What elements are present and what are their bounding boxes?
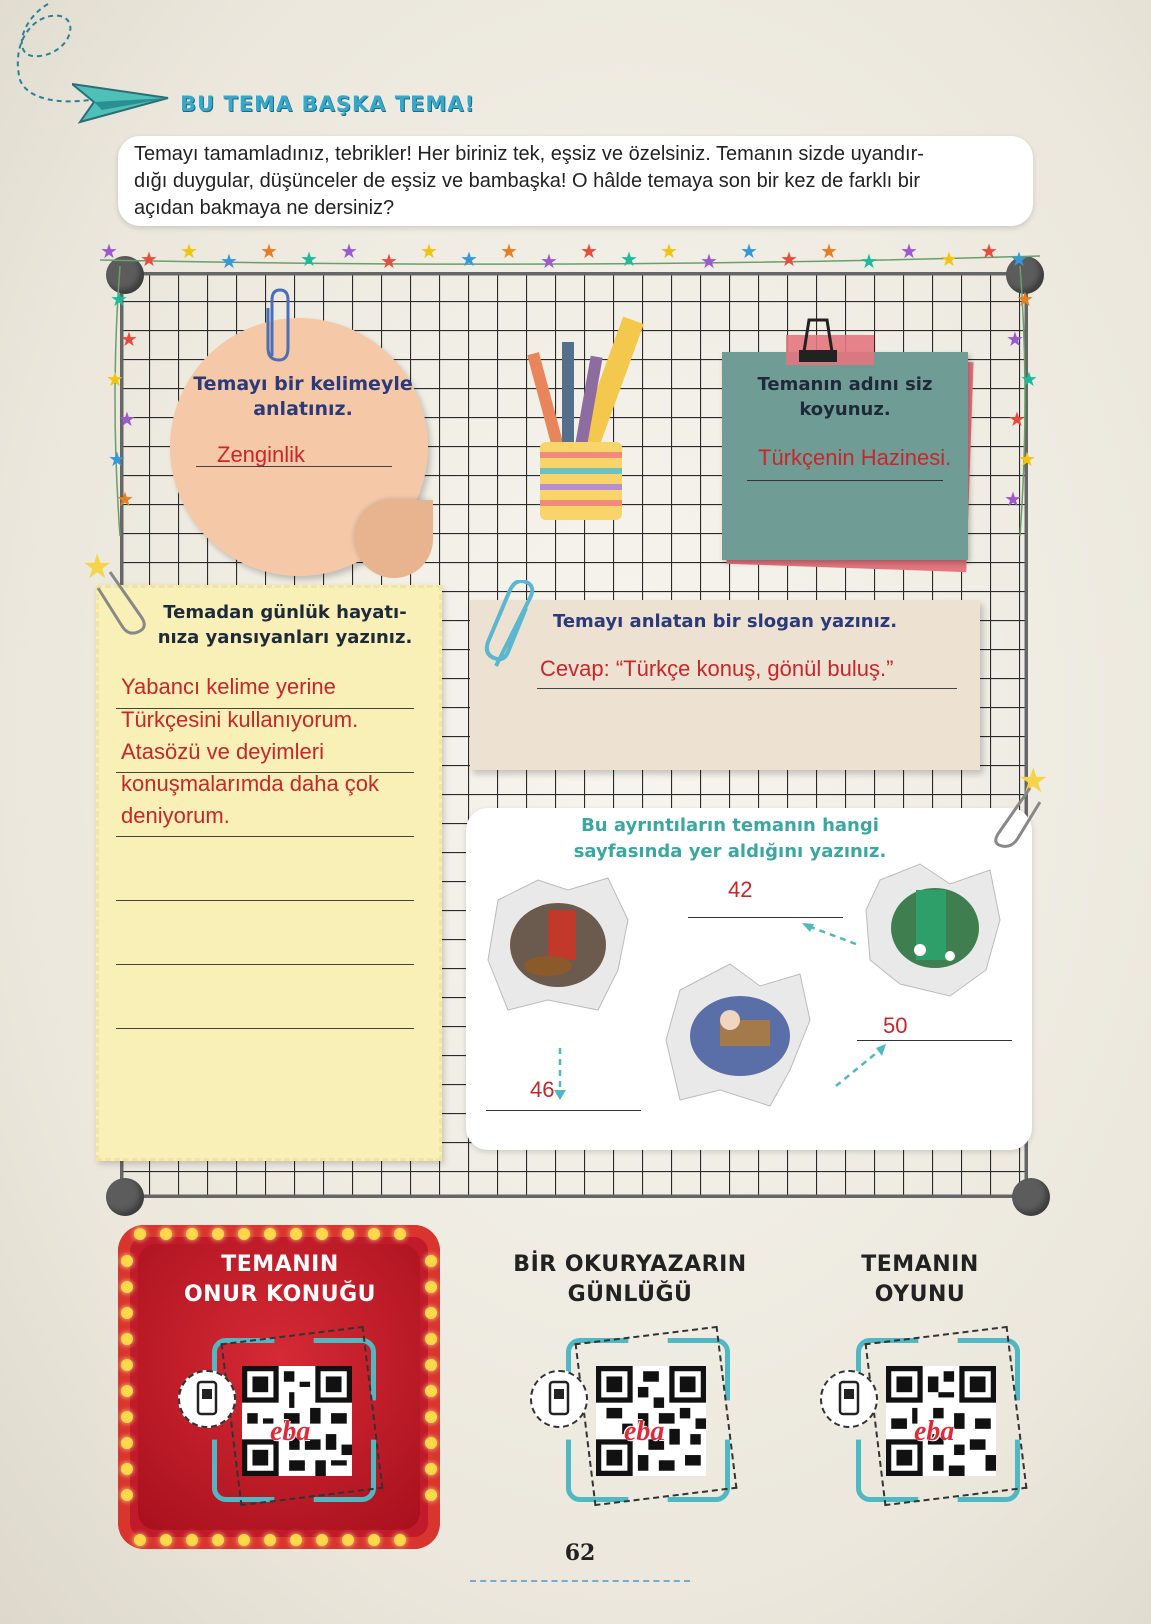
yellow-writing-line [116,708,414,709]
svg-text:★: ★ [1008,407,1026,431]
green-question-line-2: koyunuz. [799,399,891,420]
green-note-question [722,372,968,422]
page-answer-line-top [688,917,843,918]
marquee-bulb [316,1228,328,1240]
svg-text:★: ★ [300,247,318,271]
svg-text:★: ★ [1004,487,1022,511]
yellow-writing-line [116,964,414,965]
circle-note-question [188,372,418,422]
marquee-bulb [425,1437,437,1449]
dashed-arrow-icon [800,920,860,950]
yellow-note-question [150,600,420,650]
marquee-bulb [290,1228,302,1240]
marquee-bulb [121,1385,133,1397]
svg-text:★: ★ [460,247,478,271]
svg-text:★: ★ [580,239,598,263]
marquee-bulb [186,1228,198,1240]
page-number: 62 [564,1540,596,1566]
page-answer-top: 42 [728,877,753,902]
svg-text:★: ★ [1016,287,1034,311]
page-answer-line-right [857,1040,1012,1041]
svg-text:★: ★ [540,249,558,273]
circle-note-answer: Zenginlik [217,442,306,467]
svg-text:★: ★ [82,548,113,587]
marquee-bulb [394,1534,406,1546]
svg-text:★: ★ [120,327,138,351]
marquee-bulb [394,1228,406,1240]
yellow-writing-line [116,836,414,837]
honor-qr-block[interactable] [212,1338,372,1498]
binder-clip-icon [795,314,841,364]
marquee-bulb [121,1463,133,1475]
svg-text:★: ★ [116,487,134,511]
marquee-bulb [212,1534,224,1546]
pencil-cup-icon [520,312,650,522]
honor-title-line-2: ONUR KONUĞU [183,1282,377,1307]
svg-text:★: ★ [118,407,136,431]
svg-text:★: ★ [1010,247,1028,271]
marquee-bulb [316,1534,328,1546]
green-question-line-1: Temanın adını siz [757,374,933,395]
marquee-bulb [121,1359,133,1371]
intro-line-3: açıdan bakmaya ne dersiniz? [134,197,395,219]
svg-text:★: ★ [1006,327,1024,351]
marquee-bulb [121,1437,133,1449]
beige-note-question: Temayı anlatan bir slogan yazınız. [552,611,898,632]
marquee-bulb [186,1534,198,1546]
svg-text:★: ★ [140,247,158,271]
game-qr-block[interactable] [856,1338,1016,1498]
yellow-answer-line-5: deniyorum. [121,803,230,828]
qr-eba-logo: eba [914,1416,955,1447]
diary-title [500,1250,760,1310]
marquee-bulb [238,1228,250,1240]
yellow-question-line-1: Temadan günlük hayatı- [163,602,407,623]
marquee-bulb [160,1228,172,1240]
honor-title-line-1: TEMANIN [221,1252,339,1277]
marquee-bulb [368,1534,380,1546]
qr-eba-logo: eba [270,1416,311,1447]
svg-text:★: ★ [820,239,838,263]
circle-answer-line [196,466,392,467]
marquee-bulb [425,1333,437,1345]
theme-title: BU TEMA BAŞKA TEMA! [180,92,476,116]
marquee-bulb [134,1228,146,1240]
marquee-bulb [425,1255,437,1267]
marquee-bulb [425,1281,437,1293]
svg-text:★: ★ [860,249,878,273]
details-question-line-1: Bu ayrıntıların temanın hangi [581,815,879,836]
svg-text:★: ★ [106,367,124,391]
svg-text:★: ★ [100,239,118,263]
circle-question-line-2: anlatınız. [253,398,353,420]
marquee-bulb [368,1228,380,1240]
intro-line-1: Temayı tamamladınız, tebrikler! Her biriniz tek, eşsiz ve özelsiniz. Temanın sizde uyandır- [134,143,924,165]
marquee-bulb [160,1534,172,1546]
svg-text:★: ★ [660,239,678,263]
diary-title-line-2: GÜNLÜĞÜ [567,1282,693,1307]
svg-text:★: ★ [780,247,798,271]
marquee-bulb [121,1307,133,1319]
svg-text:★: ★ [1020,367,1038,391]
game-title-line-1: TEMANIN [861,1252,979,1277]
svg-text:★: ★ [220,249,238,273]
marquee-bulb [425,1411,437,1423]
marquee-bulb [342,1228,354,1240]
torn-paper-detail-image [860,860,1010,1000]
svg-text:★: ★ [260,239,278,263]
page-answer-left: 46 [530,1077,555,1102]
svg-text:★: ★ [340,239,358,263]
svg-text:★: ★ [900,239,918,263]
yellow-writing-line [116,772,414,773]
intro-text [134,141,1019,222]
bottom-dashed-line [470,1580,690,1582]
page-answer-right: 50 [883,1013,908,1038]
star-paperclip-icon [82,548,152,638]
qr-eba-logo: eba [624,1416,665,1447]
marquee-bulb [121,1411,133,1423]
marquee-bulb [121,1489,133,1501]
svg-text:★: ★ [380,249,398,273]
svg-text:★: ★ [420,239,438,263]
marquee-bulb [121,1333,133,1345]
intro-line-2: dığı duygular, düşünceler de eşsiz ve bambaşka! O hâlde temaya son bir kez de farklı bir [134,170,920,192]
marquee-bulb [425,1307,437,1319]
svg-text:★: ★ [180,239,198,263]
phone-scan-icon [530,1370,588,1428]
green-note-answer: Türkçenin Hazinesi. [758,445,952,470]
page-answer-line-left [486,1110,641,1111]
marquee-bulb [342,1534,354,1546]
marquee-bulb [238,1534,250,1546]
marquee-bulb [212,1228,224,1240]
yellow-question-line-2: nıza yansıyanları yazınız. [157,627,413,648]
svg-text:★: ★ [700,249,718,273]
marquee-bulb [425,1489,437,1501]
phone-scan-icon [178,1370,236,1428]
phone-scan-icon [820,1370,878,1428]
board-bolt-bottom-left [106,1178,144,1216]
yellow-answer-line-1: Yabancı kelime yerine [121,674,336,699]
torn-paper-detail-image [660,960,820,1110]
svg-text:★: ★ [500,239,518,263]
marquee-bulb [290,1534,302,1546]
board-bolt-bottom-right [1012,1178,1050,1216]
svg-text:★: ★ [1018,761,1049,801]
svg-text:★: ★ [108,447,126,471]
beige-note-answer: Cevap: “Türkçe konuş, gönül buluş.” [540,656,894,681]
game-title-line-2: OYUNU [874,1282,966,1307]
svg-text:★: ★ [940,247,958,271]
details-question-line-2: sayfasında yer aldığını yazınız. [573,841,887,862]
marquee-bulb [425,1463,437,1475]
details-card-question [560,813,900,865]
dashed-arrow-icon [830,1040,890,1090]
yellow-answer-line-2: Türkçesini kullanıyorum. [121,707,359,732]
game-title [820,1250,1020,1310]
green-answer-line [747,480,943,481]
yellow-note [96,585,442,1161]
circle-question-line-1: Temayı bir kelimeyle [193,373,413,395]
yellow-answer-line-4: konuşmalarımda daha çok [121,771,380,796]
marquee-bulb [425,1385,437,1397]
marquee-bulb [121,1255,133,1267]
paperclip-icon [262,286,296,366]
beige-answer-line [537,688,957,689]
yellow-writing-line [116,900,414,901]
torn-paper-detail-image [478,870,638,1020]
svg-text:★: ★ [980,239,998,263]
paper-plane-icon [72,80,172,126]
yellow-writing-line [116,1028,414,1029]
svg-text:★: ★ [1018,447,1036,471]
svg-text:★: ★ [620,247,638,271]
svg-text:★: ★ [110,287,128,311]
circle-note-peel [355,500,433,578]
marquee-bulb [264,1534,276,1546]
marquee-bulb [134,1534,146,1546]
marquee-bulb [121,1281,133,1293]
marquee-bulb [264,1228,276,1240]
diary-qr-block[interactable] [566,1338,726,1498]
diary-title-line-1: BİR OKURYAZARIN [513,1252,747,1277]
star-paperclip-icon [988,758,1058,848]
yellow-answer-line-3: Atasözü ve deyimleri [121,739,324,764]
honor-guest-title [140,1250,420,1310]
svg-text:★: ★ [740,239,758,263]
marquee-bulb [425,1359,437,1371]
